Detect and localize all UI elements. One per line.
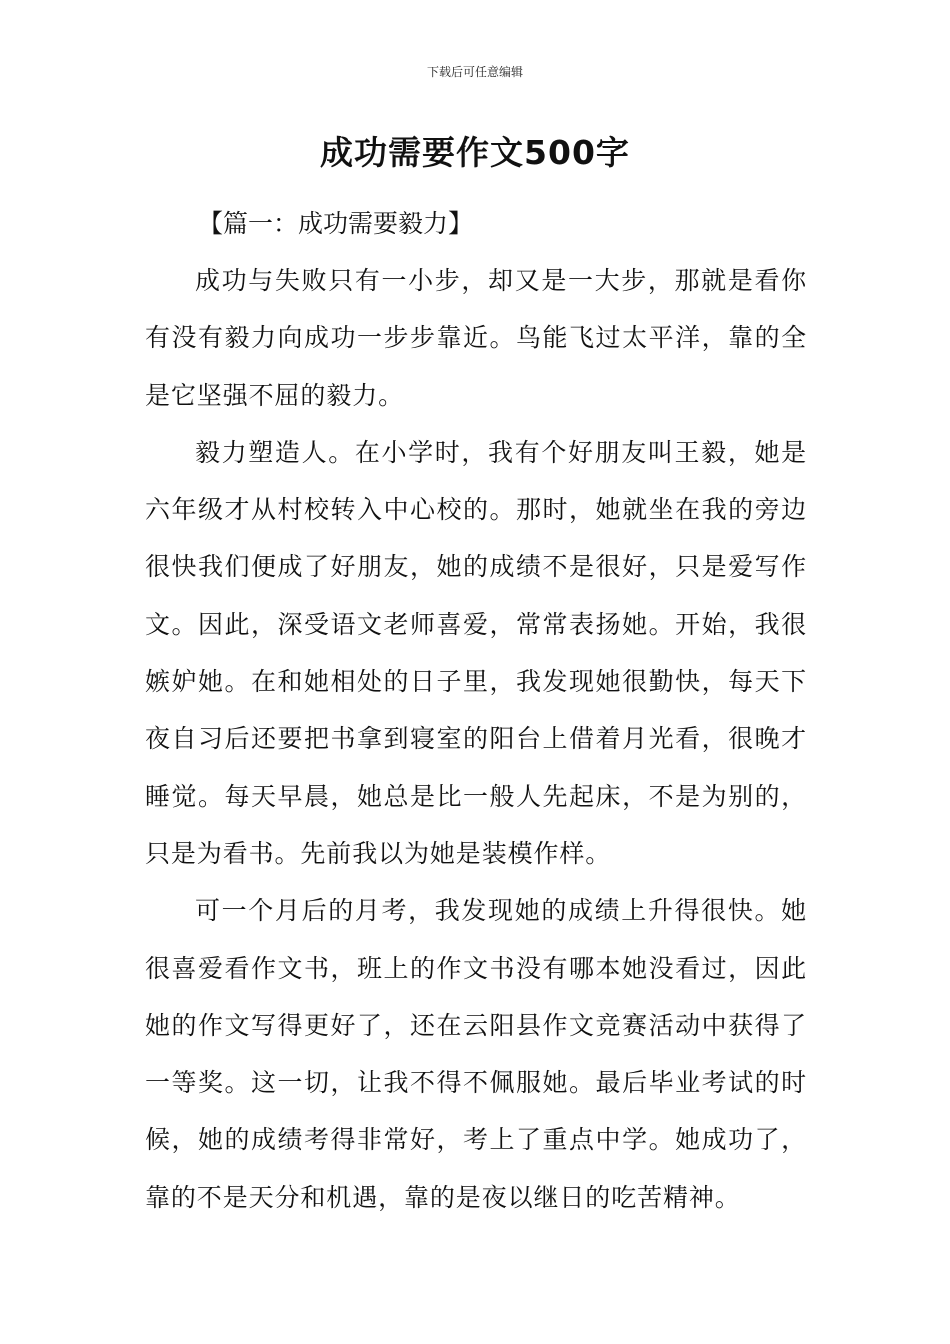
paragraph-3: 可一个月后的月考，我发现她的成绩上升得很快。她很喜爱看作文书，班上的作文书没有哪本她没看过，因此她的作文写得更好了，还在云阳县作文竞赛活动中获得了一等奖。这一切，让我不得不佩服她。最后毕业考试的时候，她的成绩考得非常好，考上了重点中学。她成功了，靠的不是天分和机遇，靠的是夜以继日的吃苦精神。 bbox=[145, 896, 807, 1212]
paragraph-2: 毅力塑造人。在小学时，我有个好朋友叫王毅，她是六年级才从村校转入中心校的。那时，她就坐在我的旁边很快我们便成了好朋友，她的成绩不是很好，只是爱写作文。因此，深受语文老师喜爱，常常表扬她。开始，我很嫉妒她。在和她相处的日子里，我发现她很勤快，每天下夜自习后还要把书拿到寝室的阳台上借着月光看，很晚才睡觉。每天早晨，她总是比一般人先起床，不是为别的，只是为看书。先前我以为她是装模作样。 bbox=[145, 437, 807, 868]
page-header-note: 下载后可任意编辑 bbox=[426, 65, 523, 79]
document-body bbox=[145, 195, 807, 1226]
section-heading: 【篇一：成功需要毅力】 bbox=[198, 209, 474, 238]
paragraph-1: 成功与失败只有一小步，却又是一大步，那就是看你有没有毅力向成功一步步靠近。鸟能飞过太平洋，靠的全是它坚强不屈的毅力。 bbox=[145, 266, 807, 410]
document-title: 成功需要作文500字 bbox=[320, 133, 630, 172]
